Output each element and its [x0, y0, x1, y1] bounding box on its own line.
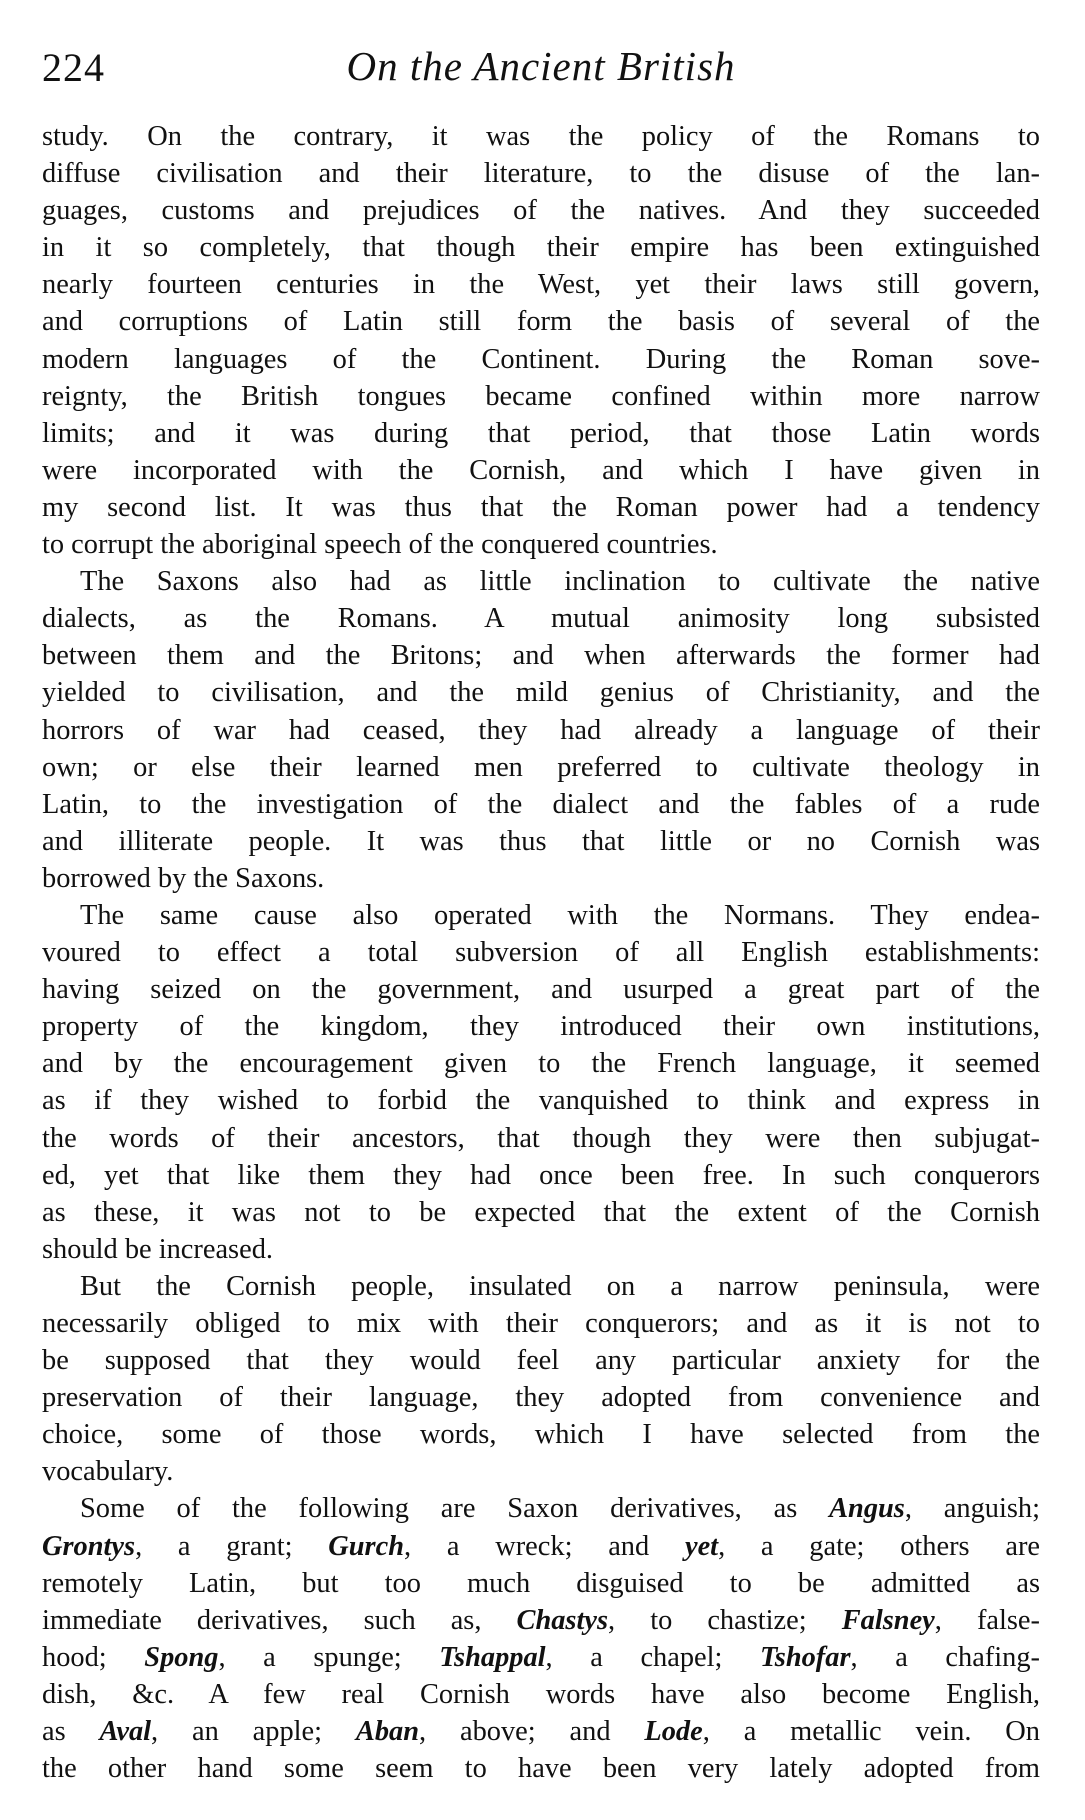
text-line: choice, some of those words, which I have selected from the: [42, 1419, 1040, 1451]
text-line: But the Cornish people, insulated on a narrow peninsula, were: [80, 1270, 1040, 1302]
paragraph-1: [42, 118, 1040, 563]
paragraph-4: [42, 1268, 1040, 1491]
text-line: Latin, to the investigation of the dialect and the fables of a rude: [42, 788, 1040, 820]
text-line: were incorporated with the Cornish, and which I have given in: [42, 454, 1040, 486]
cornish-word: Grontys: [42, 1530, 136, 1562]
page-number: 224: [42, 45, 105, 90]
text-line: and by the encouragement given to the French language, it seemed: [42, 1048, 1040, 1080]
text-line: guages, customs and prejudices of the natives. And they succeeded: [42, 195, 1040, 227]
text-line: to corrupt the aboriginal speech of the conquered countries.: [42, 529, 718, 561]
cornish-word: Chastys: [516, 1604, 609, 1636]
text-line: reignty, the British tongues became confined within more narrow: [42, 380, 1040, 412]
text-run: immediate derivatives, such as,: [42, 1604, 517, 1636]
text-line: study. On the contrary, it was the policy of the Romans to: [42, 121, 1040, 152]
cornish-word: Aval: [99, 1716, 152, 1748]
cornish-word: Tshappal: [439, 1641, 546, 1673]
text-line: [42, 1490, 1040, 1527]
text-line: should be increased.: [42, 1233, 273, 1265]
text-line: diffuse civilisation and their literature, to the disuse of the lan-: [42, 158, 1040, 190]
text-run: , anguish;: [904, 1493, 1041, 1525]
book-page: [42, 38, 1040, 1787]
text-run: , above; and: [419, 1716, 645, 1748]
text-line: own; or else their learned men preferred to cultivate theology in: [42, 751, 1040, 783]
text-line: the other hand some seem to have been very lately adopted from: [42, 1753, 1040, 1785]
text-line: and corruptions of Latin still form the basis of several of the: [42, 306, 1040, 338]
text-line: my second list. It was thus that the Roman power had a tendency: [42, 491, 1040, 523]
text-line: having seized on the government, and usurped a great part of the: [42, 974, 1040, 1006]
cornish-word: Aban: [355, 1716, 420, 1748]
text-line: property of the kingdom, they introduced their own institutions,: [42, 1011, 1040, 1043]
text-line: voured to effect a total subversion of all English establishments:: [42, 937, 1040, 969]
text-line: dialects, as the Romans. A mutual animosity long subsisted: [42, 603, 1040, 635]
text-line: [42, 1639, 1040, 1676]
text-line: as if they wished to forbid the vanquished to think and express in: [42, 1085, 1040, 1117]
text-run: , a grant;: [135, 1530, 329, 1562]
cornish-word: Spong: [144, 1641, 219, 1673]
text-line: remotely Latin, but too much disguised to be admitted as: [42, 1567, 1040, 1599]
text-line: yielded to civilisation, and the mild genius of Christianity, and the: [42, 677, 1040, 709]
text-run: , a wreck; and: [404, 1530, 685, 1562]
text-run: , a chafing-: [850, 1641, 1040, 1673]
text-run: Some of the following are Saxon derivatives, as: [80, 1493, 830, 1525]
text-run: , to chastize;: [608, 1604, 842, 1636]
text-run: as: [42, 1716, 100, 1748]
running-title: On the Ancient British: [346, 43, 736, 89]
text-line: The same cause also operated with the Normans. They endea-: [80, 899, 1040, 931]
text-line: dish, &c. A few real Cornish words have also become English,: [42, 1678, 1040, 1710]
text-line: ed, yet that like them they had once been free. In such conquerors: [42, 1159, 1040, 1191]
text-line: horrors of war had ceased, they had already a language of their: [42, 714, 1040, 746]
text-run: hood;: [42, 1641, 145, 1673]
text-line: The Saxons also had as little inclination to cultivate the native: [80, 566, 1040, 598]
paragraph-2: [42, 563, 1040, 897]
text-line: nearly fourteen centuries in the West, yet their laws still govern,: [42, 269, 1040, 301]
text-line: and illiterate people. It was thus that little or no Cornish was: [42, 825, 1040, 857]
cornish-word: Tshofar: [760, 1641, 851, 1673]
cornish-word: Falsney: [841, 1604, 935, 1636]
text-line: in it so completely, that though their empire has been extinguished: [42, 232, 1040, 264]
running-head: [42, 38, 1040, 104]
text-line: modern languages of the Continent. During the Roman sove-: [42, 343, 1040, 375]
cornish-word: Gurch: [328, 1530, 404, 1562]
text-line: limits; and it was during that period, that those Latin words: [42, 417, 1040, 449]
text-line: vocabulary.: [42, 1456, 174, 1488]
paragraph-3: [42, 897, 1040, 1268]
text-run: , a gate; others are: [718, 1530, 1040, 1562]
text-run: , a metallic vein. On: [702, 1716, 1041, 1748]
text-line: [42, 1602, 1040, 1639]
text-line: the words of their ancestors, that though they were then subjugat-: [42, 1122, 1040, 1154]
text-run: , a chapel;: [545, 1641, 761, 1673]
cornish-word: Angus: [829, 1493, 905, 1525]
text-line: be supposed that they would feel any particular anxiety for the: [42, 1345, 1040, 1377]
text-line: [42, 1713, 1040, 1750]
text-line: necessarily obliged to mix with their conquerors; and as it is not to: [42, 1308, 1040, 1339]
text-line: as these, it was not to be expected that the extent of the Cornish: [42, 1196, 1040, 1228]
cornish-word: yet: [684, 1530, 719, 1562]
cornish-word: Lode: [644, 1716, 703, 1748]
text-line: preservation of their language, they adopted from convenience and: [42, 1382, 1040, 1414]
text-run: , an apple;: [151, 1716, 356, 1748]
text-line: [42, 1528, 1040, 1565]
text-run: , false-: [934, 1604, 1040, 1636]
paragraph-5: [42, 1490, 1040, 1787]
text-line: borrowed by the Saxons.: [42, 862, 325, 894]
text-line: between them and the Britons; and when afterwards the former had: [42, 640, 1040, 672]
text-run: , a spunge;: [218, 1641, 440, 1673]
